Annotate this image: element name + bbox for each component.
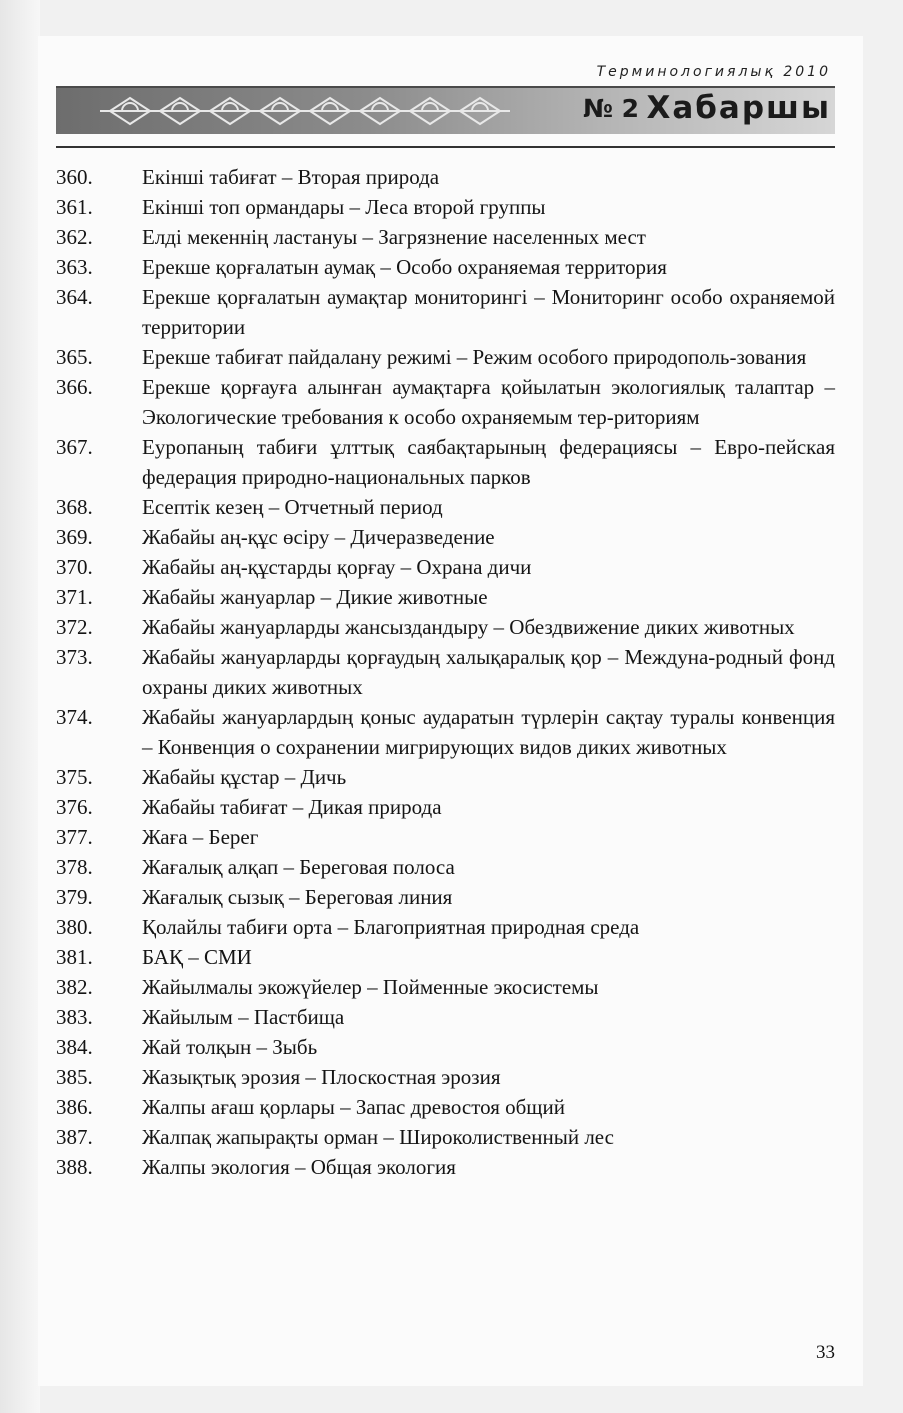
term-entry xyxy=(56,492,835,522)
page-number: 33 xyxy=(816,1342,835,1363)
ornament-pattern xyxy=(100,92,510,130)
term-entry xyxy=(56,1032,835,1062)
entry-text: Жабайы аң-құс өсіру – Дичеразведение xyxy=(142,525,495,549)
entry-text: Жағалық алқап – Береговая полоса xyxy=(142,855,455,879)
entry-text: Жаға – Берег xyxy=(142,825,259,849)
term-entry xyxy=(56,1062,835,1092)
term-entry xyxy=(56,372,835,432)
journal-title xyxy=(597,64,831,80)
entry-number: 362. xyxy=(56,225,93,249)
entry-text: Жазықтық эрозия – Плоскостная эрозия xyxy=(142,1065,501,1089)
entry-text: Жағалық сызық – Береговая линия xyxy=(142,885,453,909)
page-spine-shadow xyxy=(0,0,40,1413)
term-entry xyxy=(56,1092,835,1122)
term-entry xyxy=(56,192,835,222)
entry-text: Жабайы табиғат – Дикая природа xyxy=(142,795,442,819)
entry-number: 374. xyxy=(56,705,93,729)
entry-number: 381. xyxy=(56,945,93,969)
term-entry xyxy=(56,702,835,762)
entry-number: 380. xyxy=(56,915,93,939)
term-entry xyxy=(56,1122,835,1152)
journal-year: 2010 xyxy=(783,64,831,80)
entry-text: БАҚ – СМИ xyxy=(142,945,252,969)
term-entry xyxy=(56,252,835,282)
issue-number: № 2 xyxy=(582,94,639,123)
entry-text: Есептік кезең – Отчетный период xyxy=(142,495,443,519)
entry-text: Қолайлы табиғи орта – Благоприятная природная среда xyxy=(142,915,640,939)
entry-number: 370. xyxy=(56,555,93,579)
entry-number: 360. xyxy=(56,165,93,189)
entry-number: 384. xyxy=(56,1035,93,1059)
entry-number: 366. xyxy=(56,375,93,399)
term-entry xyxy=(56,222,835,252)
term-list xyxy=(56,162,835,1182)
term-entry xyxy=(56,942,835,972)
entry-number: 382. xyxy=(56,975,93,999)
entry-number: 385. xyxy=(56,1065,93,1089)
entry-text: Екінші топ ормандары – Леса второй группы xyxy=(142,195,546,219)
entry-text: Жайылым – Пастбища xyxy=(142,1005,345,1029)
entry-number: 369. xyxy=(56,525,93,549)
term-entry xyxy=(56,162,835,192)
entry-text: Елді мекеннің ластануы – Загрязнение населенных мест xyxy=(142,225,646,249)
entry-text: Жай толқын – Зыбь xyxy=(142,1035,318,1059)
entry-text: Екінші табиғат – Вторая природа xyxy=(142,165,440,189)
entry-number: 375. xyxy=(56,765,93,789)
entry-text: Ерекше табиғат пайдалану режимі – Режим особого природополь-зования xyxy=(142,345,807,369)
term-entry xyxy=(56,282,835,342)
journal-name: Терминологиялық xyxy=(596,64,776,80)
header-banner xyxy=(56,86,835,134)
entry-number: 363. xyxy=(56,255,93,279)
entry-number: 365. xyxy=(56,345,93,369)
entry-number: 383. xyxy=(56,1005,93,1029)
entry-text: Еуропаның табиғи ұлттық саябақтарының федерациясы – Евро-пейская федерация природно-национальных парков xyxy=(142,435,835,489)
term-entry xyxy=(56,432,835,492)
term-entry xyxy=(56,582,835,612)
term-entry xyxy=(56,612,835,642)
entry-text: Жабайы жануарларды жансыздандыру – Обездвижение диких животных xyxy=(142,615,795,639)
entry-number: 377. xyxy=(56,825,93,849)
entry-number: 376. xyxy=(56,795,93,819)
entry-number: 368. xyxy=(56,495,93,519)
entry-text: Жалпы ағаш қорлары – Запас древостоя общий xyxy=(142,1095,565,1119)
entry-number: 372. xyxy=(56,615,93,639)
term-entry xyxy=(56,822,835,852)
entry-number: 388. xyxy=(56,1155,93,1179)
entry-text: Жабайы аң-құстарды қорғау – Охрана дичи xyxy=(142,555,532,579)
term-entry xyxy=(56,762,835,792)
entry-number: 379. xyxy=(56,885,93,909)
entry-number: 386. xyxy=(56,1095,93,1119)
entry-number: 387. xyxy=(56,1125,93,1149)
entry-number: 378. xyxy=(56,855,93,879)
header-rule xyxy=(56,146,835,148)
term-entry xyxy=(56,522,835,552)
entry-number: 373. xyxy=(56,645,93,669)
entry-text: Ерекше қорғауға алынған аумақтарға қойылатын экологиялық талаптар – Экологические требования к особо охраняемым тер-риториям xyxy=(142,375,835,429)
entry-number: 371. xyxy=(56,585,93,609)
term-entry xyxy=(56,642,835,702)
entry-number: 361. xyxy=(56,195,93,219)
term-entry xyxy=(56,792,835,822)
term-entry xyxy=(56,1002,835,1032)
entry-text: Жайылмалы экожүйелер – Пойменные экосистемы xyxy=(142,975,599,999)
entry-text: Жабайы жануарларды қорғаудың халықаралық қор – Междуна-родный фонд охраны диких животных xyxy=(142,645,835,699)
entry-number: 364. xyxy=(56,285,93,309)
entry-number: 367. xyxy=(56,435,93,459)
entry-text: Жабайы құстар – Дичь xyxy=(142,765,347,789)
term-entry xyxy=(56,1152,835,1182)
term-entry xyxy=(56,972,835,1002)
term-entry xyxy=(56,552,835,582)
entry-text: Жалпы экология – Общая экология xyxy=(142,1155,456,1179)
term-entry xyxy=(56,912,835,942)
entry-text: Жалпақ жапырақты орман – Широколиственный лес xyxy=(142,1125,614,1149)
term-entry xyxy=(56,342,835,372)
magazine-title: Хабаршы xyxy=(646,90,831,126)
term-entry xyxy=(56,882,835,912)
entry-text: Ерекше қорғалатын аумақтар мониторингі – Мониторинг особо охраняемой территории xyxy=(142,285,835,339)
entry-text: Жабайы жануарлар – Дикие животные xyxy=(142,585,488,609)
entry-text: Жабайы жануарлардың қоныс аударатын түрлерін сақтау туралы конвенция – Конвенция о сохранении мигрирующих видов диких животных xyxy=(142,705,835,759)
entry-text: Ерекше қорғалатын аумақ – Особо охраняемая территория xyxy=(142,255,667,279)
term-entry xyxy=(56,852,835,882)
